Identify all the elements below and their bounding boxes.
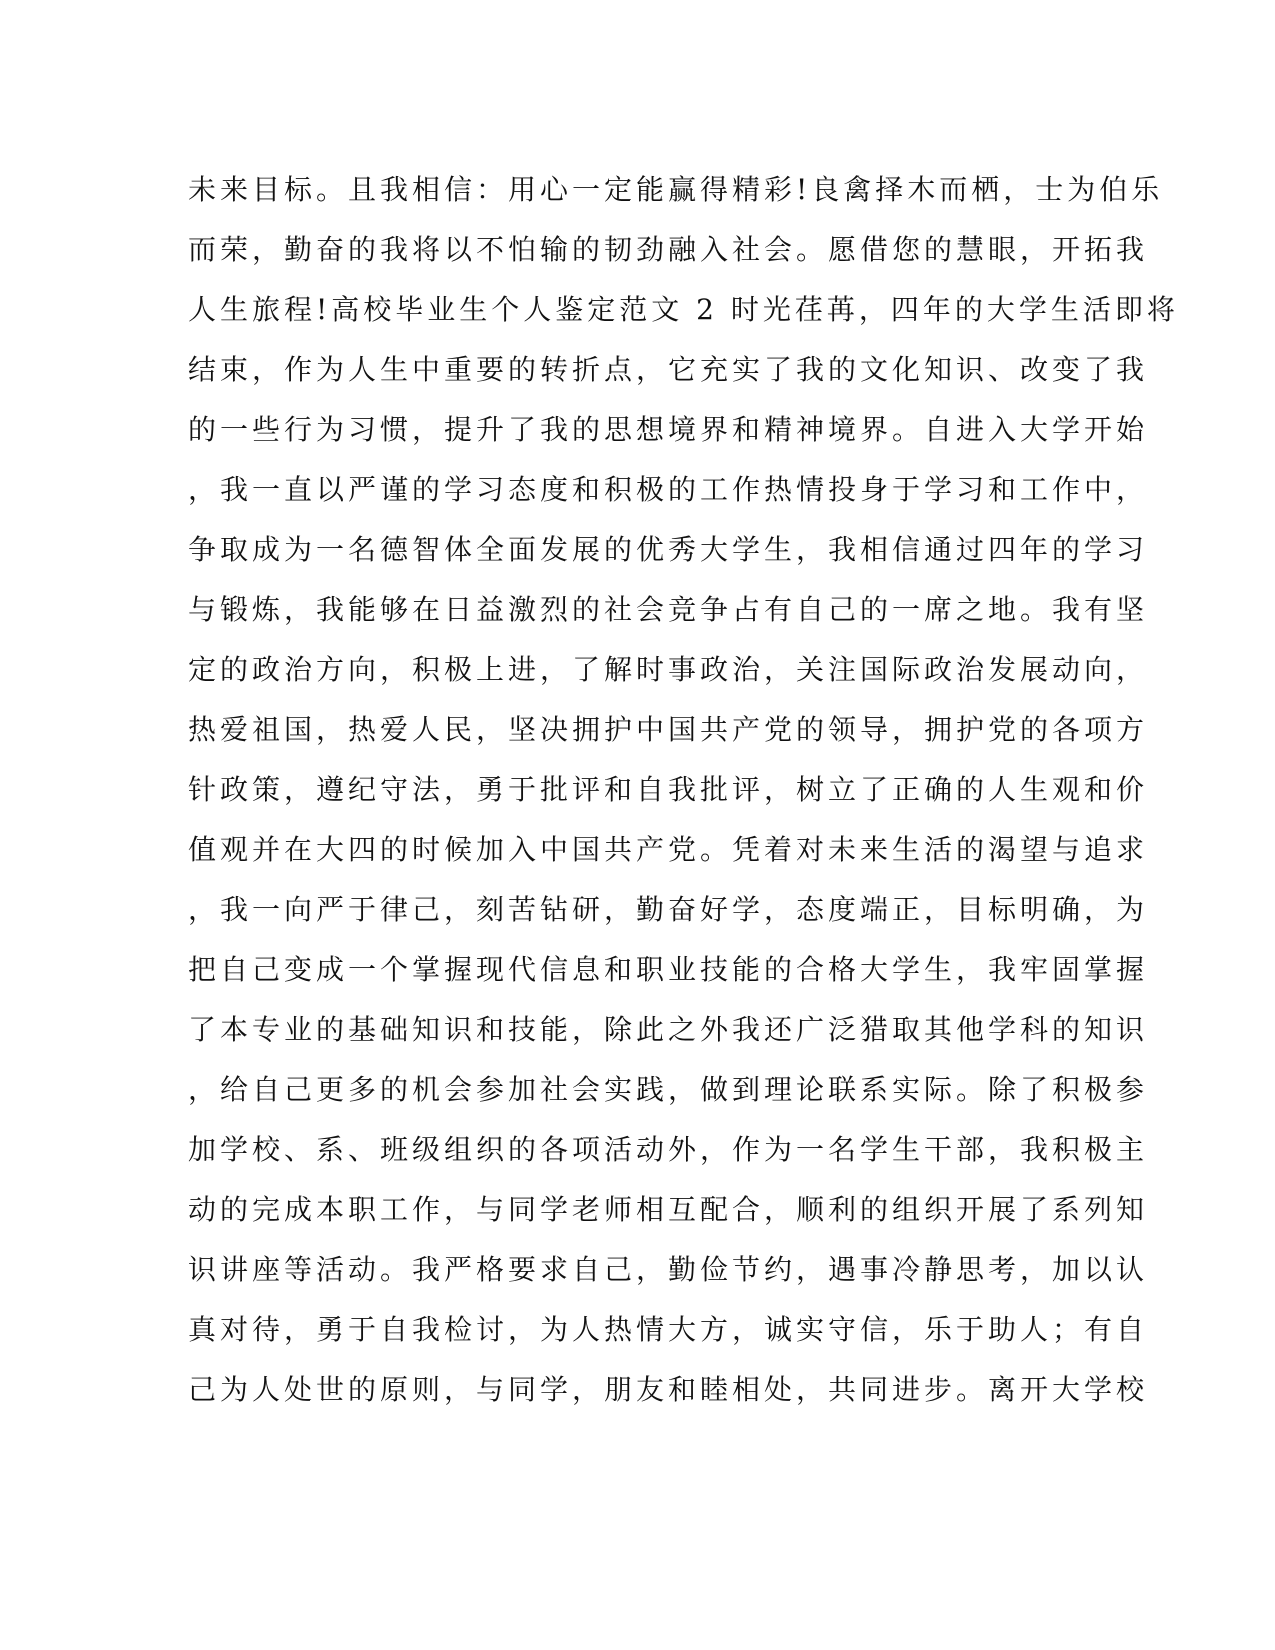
text-line-12: 值观并在大四的时候加入中国共产党。凭着对未来生活的渴望与追求 (188, 833, 1149, 866)
text-line-8: 与锻炼，我能够在日益激烈的社会竞争占有自己的一席之地。我有坚 (188, 593, 1149, 626)
text-line-15: 了本专业的基础知识和技能，除此之外我还广泛猎取其他学科的知识 (188, 1013, 1149, 1046)
text-line-16: ，给自己更多的机会参加社会实践，做到理论联系实际。除了积极参 (188, 1073, 1149, 1106)
text-line-19: 识讲座等活动。我严格要求自己，勤俭节约，遇事冷静思考，加以认 (188, 1253, 1149, 1286)
text-line-9: 定的政治方向，积极上进，了解时事政治，关注国际政治发展动向， (188, 653, 1149, 686)
body-text (188, 160, 1179, 1420)
text-line-20: 真对待，勇于自我检讨，为人热情大方，诚实守信，乐于助人；有自 (188, 1313, 1149, 1346)
text-line-21: 己为人处世的原则，与同学，朋友和睦相处，共同进步。离开大学校 (188, 1373, 1149, 1406)
text-line-18: 动的完成本职工作，与同学老师相互配合，顺利的组织开展了系列知 (188, 1193, 1149, 1226)
text-line-17: 加学校、系、班级组织的各项活动外，作为一名学生干部，我积极主 (188, 1133, 1149, 1166)
text-line-4: 结束，作为人生中重要的转折点，它充实了我的文化知识、改变了我 (188, 353, 1149, 386)
text-line-6: ，我一直以严谨的学习态度和积极的工作热情投身于学习和工作中， (188, 473, 1149, 506)
text-line-14: 把自己变成一个掌握现代信息和职业技能的合格大学生，我牢固掌握 (188, 953, 1149, 986)
text-line-2: 而荣，勤奋的我将以不怕输的韧劲融入社会。愿借您的慧眼，开拓我 (188, 233, 1149, 266)
text-line-1: 未来目标。且我相信：用心一定能赢得精彩!良禽择木而栖，士为伯乐 (188, 173, 1164, 206)
text-line-11: 针政策，遵纪守法，勇于批评和自我批评，树立了正确的人生观和价 (188, 773, 1149, 806)
text-line-5: 的一些行为习惯，提升了我的思想境界和精神境界。自进入大学开始 (188, 413, 1149, 446)
text-line-13: ，我一向严于律己，刻苦钻研，勤奋好学，态度端正，目标明确，为 (188, 893, 1149, 926)
text-line-3: 人生旅程!高校毕业生个人鉴定范文 2 时光荏苒，四年的大学生活即将 (188, 293, 1179, 326)
text-line-7: 争取成为一名德智体全面发展的优秀大学生，我相信通过四年的学习 (188, 533, 1149, 566)
text-line-10: 热爱祖国，热爱人民，坚决拥护中国共产党的领导，拥护党的各项方 (188, 713, 1149, 746)
